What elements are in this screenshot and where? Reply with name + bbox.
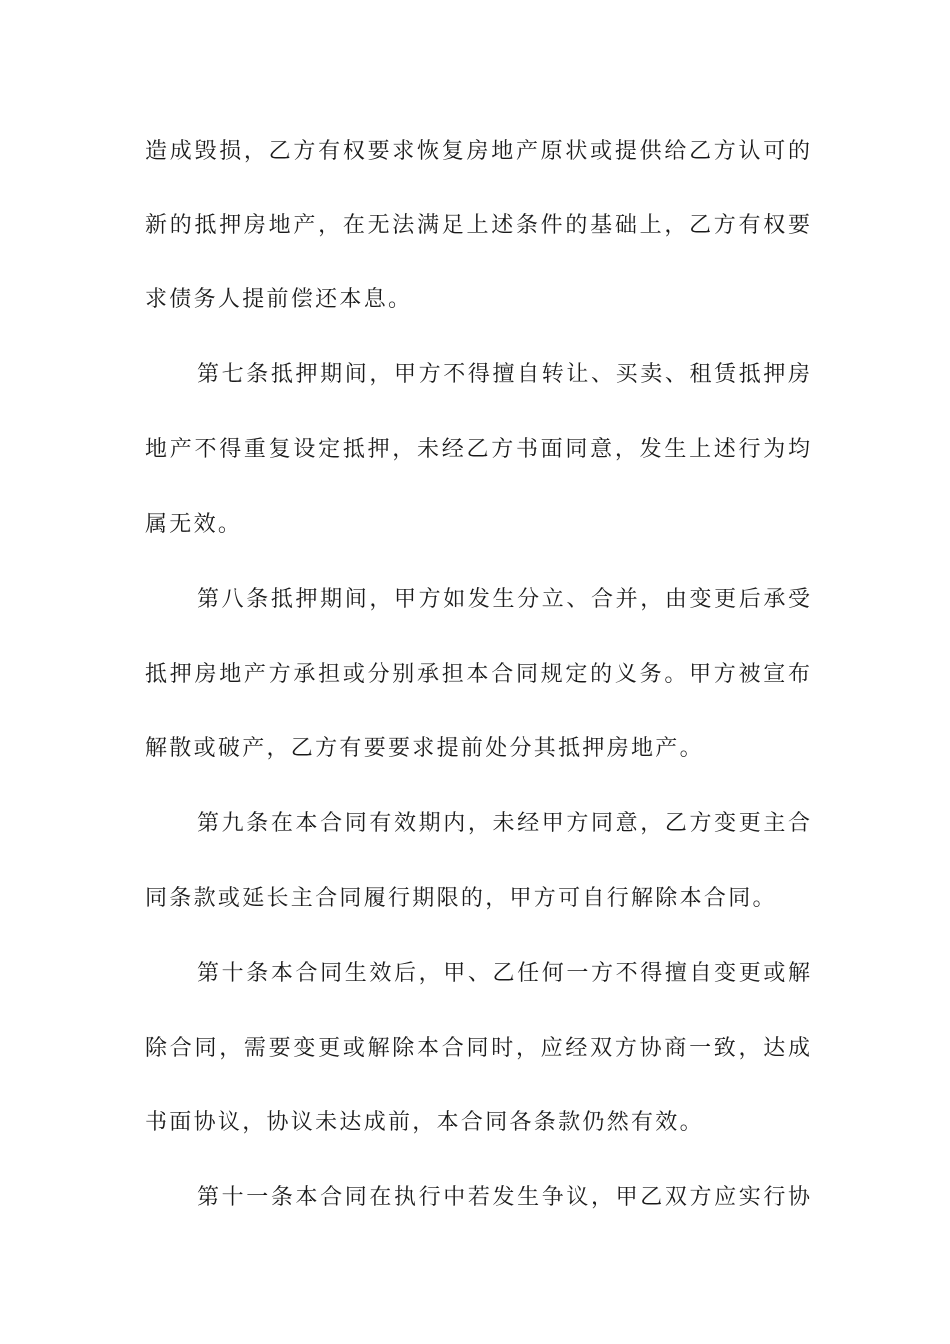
- text-line: 造成毁损，乙方有权要求恢复房地产原状或提供给乙方认可的: [145, 139, 810, 164]
- text-line: 除合同，需要变更或解除本合同时，应经双方协商一致，达成: [145, 1036, 810, 1061]
- text-line: 求债务人提前偿还本息。: [145, 287, 413, 312]
- text-line: 属无效。: [145, 512, 243, 537]
- paragraph-start-line: 第九条在本合同有效期内，未经甲方同意，乙方变更主合: [197, 811, 810, 836]
- text-line: 新的抵押房地产，在无法满足上述条件的基础上，乙方有权要: [145, 213, 810, 238]
- text-line: 抵押房地产方承担或分别承担本合同规定的义务。甲方被宣布: [145, 662, 810, 687]
- paragraph-start-line: 第八条抵押期间，甲方如发生分立、合并，由变更后承受: [197, 587, 810, 612]
- paragraph-start-line: 第十条本合同生效后，甲、乙任何一方不得擅自变更或解: [197, 961, 810, 986]
- paragraph-start-line: 第七条抵押期间，甲方不得擅自转让、买卖、租赁抵押房: [197, 362, 810, 387]
- text-line: 书面协议，协议未达成前，本合同各条款仍然有效。: [145, 1110, 704, 1135]
- paragraph-start-line: 第十一条本合同在执行中若发生争议，甲乙双方应实行协: [197, 1185, 810, 1210]
- text-line: 同条款或延长主合同履行期限的，甲方可自行解除本合同。: [145, 886, 777, 911]
- text-line: 地产不得重复设定抵押，未经乙方书面同意，发生上述行为均: [145, 437, 810, 462]
- text-line: 解散或破产，乙方有要要求提前处分其抵押房地产。: [145, 736, 704, 761]
